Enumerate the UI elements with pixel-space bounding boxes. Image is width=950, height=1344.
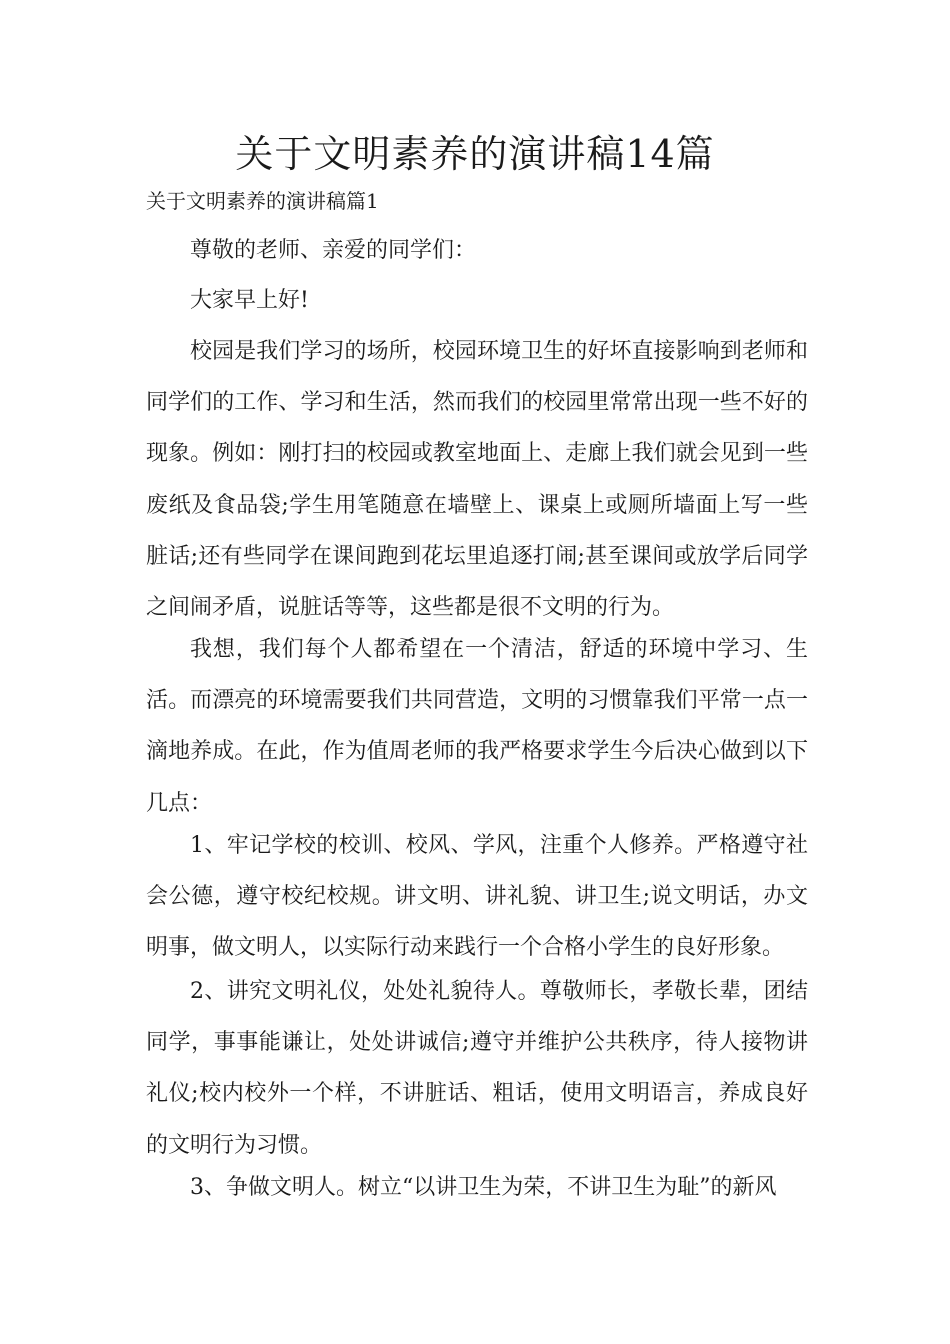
salutation: 尊敬的老师、亲爱的同学们： <box>190 238 477 263</box>
paragraph-point-3: 3、争做文明人。树立“以讲卫生为荣，不讲卫生为耻”的新风 <box>190 1175 777 1200</box>
greeting: 大家早上好! <box>190 288 309 313</box>
paragraph-campus-environment: 校园是我们学习的场所，校园环境卫生的好坏直接影响到老师和同学们的工作、学习和生活，然而我们的校园里常常出现一些不好的现象。例如：刚打扫的校园或教室地面上、走廊上我们就会见到一些废纸及食品袋;学生用笔随意在墙壁上、课桌上或厕所墙面上写一些脏话;还有些同学在课间跑到花坛里追逐打闹;甚至课间或放学后同学之间闹矛盾，说脏话等等，这些都是很不文明的行为。 <box>146 339 808 621</box>
document-title: 关于文明素养的演讲稿14篇 <box>235 132 715 176</box>
paragraph-point-1: 1、牢记学校的校训、校风、学风，注重个人修养。严格遵守社会公德，遵守校纪校规。讲文明、讲礼貌、讲卫生;说文明话，办文明事，做文明人，以实际行动来践行一个合格小学生的良好形象。 <box>146 833 808 961</box>
paragraph-point-2: 2、讲究文明礼仪，处处礼貌待人。尊敬师长，孝敬长辈，团结同学，事事能谦让，处处讲诚信;遵守并维护公共秩序，待人接物讲礼仪;校内校外一个样，不讲脏话、粗话，使用文明语言，养成良好的文明行为习惯。 <box>146 979 808 1158</box>
section-heading: 关于文明素养的演讲稿篇1 <box>146 189 379 213</box>
paragraph-expectations: 我想，我们每个人都希望在一个清洁，舒适的环境中学习、生活。而漂亮的环境需要我们共同营造，文明的习惯靠我们平常一点一滴地养成。在此，作为值周老师的我严格要求学生今后决心做到以下几点： <box>146 637 808 816</box>
